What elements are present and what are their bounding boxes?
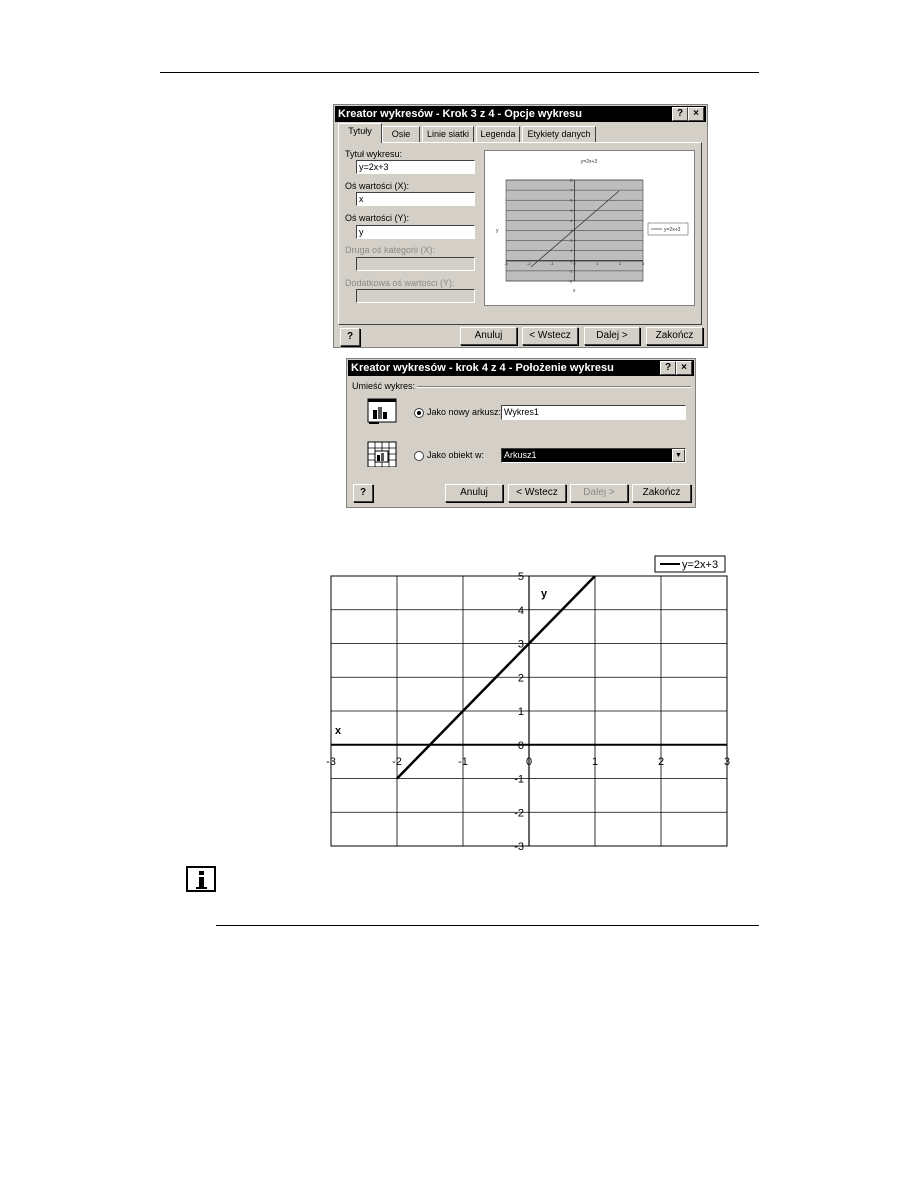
y-tick-label: 0 [517,739,524,752]
chart-title-input[interactable]: y=2x+3 [356,160,475,174]
y-tick-label: -2 [514,807,524,820]
next-button: Dalej > [570,484,628,502]
new-sheet-name-input[interactable]: Wykres1 [501,405,686,420]
preview-y-label: y [496,228,499,234]
bottom-rule [216,925,759,926]
preview-x-label: x [573,288,576,294]
help-title-button[interactable]: ? [672,107,688,121]
preview-x-tick: 1 [596,260,599,266]
preview-title: y=2x+3 [580,159,598,165]
new-sheet-radio[interactable] [414,408,424,418]
preview-y-tick: 6 [570,197,573,203]
y-tick-label: -3 [514,841,524,853]
y-tick-label: 2 [517,672,524,685]
preview-y-tick: 0 [570,258,573,264]
preview-x-tick: -1 [549,260,554,266]
x-tick-label: -3 [326,755,336,768]
object-in-label[interactable]: Jako obiekt w: [427,450,485,460]
tab-gridlines[interactable]: Linie siatki [422,126,474,142]
object-in-select[interactable] [501,448,686,463]
tab-data-labels[interactable]: Etykiety danych [522,126,596,142]
x-tick-label: 0 [525,755,533,768]
close-button[interactable]: × [676,361,692,375]
x-tick-label: -2 [392,755,402,768]
object-in-radio[interactable] [414,451,424,461]
legend-label: y=2x+3 [682,559,719,571]
preview-x-tick: 2 [619,260,622,266]
line-chart [310,552,740,857]
dialog-title: Kreator wykresów - krok 4 z 4 - Położenie wykresu [348,360,694,376]
preview-y-tick: 4 [570,217,573,223]
secondary-x-axis-input [356,257,475,271]
object-in-select-value: Arkusz1 [504,450,537,460]
cancel-button[interactable]: Anuluj [460,327,517,345]
chart-preview [484,150,695,306]
preview-y-tick: -1 [568,268,573,274]
embedded-object-icon [367,441,397,467]
help-title-button[interactable]: ? [660,361,676,375]
preview-y-tick: 8 [570,177,573,183]
x-tick-label: 3 [723,755,731,768]
next-button[interactable]: Dalej > [584,327,640,345]
place-chart-label: Umieść wykres: [352,381,416,391]
y-tick-label: 4 [517,604,524,617]
preview-x-tick: -2 [527,260,531,266]
preview-y-tick: 3 [570,228,573,233]
preview-y-tick: 5 [570,207,573,213]
back-button[interactable]: < Wstecz [522,327,578,345]
group-divider [417,386,691,388]
x-axis-label: Oś wartości (X): [345,181,410,191]
chart-tick-labels [326,571,730,853]
back-button[interactable]: < Wstecz [508,484,566,502]
x-tick-label: 1 [591,755,599,768]
help-button[interactable]: ? [340,328,360,346]
secondary-y-axis-input [356,289,475,303]
new-sheet-icon [367,398,397,424]
y-axis-title: y [541,588,548,600]
tab-titles[interactable]: Tytuły [338,123,382,143]
preview-x-tick: -3 [504,260,508,266]
secondary-x-axis-label: Druga oś kategorii (X): [345,245,436,255]
dialog-title: Kreator wykresów - Krok 3 z 4 - Opcje wykresu [335,106,706,122]
y-tick-label: 3 [517,638,524,651]
y-tick-label: 1 [517,706,524,718]
close-button[interactable]: × [688,107,704,121]
info-icon [186,866,216,892]
x-axis-input[interactable]: x [356,192,475,206]
x-axis-title: x [335,725,342,737]
top-rule [160,72,759,73]
y-axis-label: Oś wartości (Y): [345,213,410,223]
preview-legend-label: y=2x+3 [664,227,681,233]
new-sheet-label[interactable]: Jako nowy arkusz: [427,407,502,417]
preview-y-tick: 1 [570,248,573,254]
x-tick-label: 2 [657,755,665,768]
preview-x-tick: 0 [573,260,576,266]
chart-legend [655,556,725,572]
finish-button[interactable]: Zakończ [646,327,703,345]
chart-wizard-step4-dialog [346,358,696,508]
chevron-down-icon[interactable]: ▼ [672,449,685,462]
y-axis-input[interactable]: y [356,225,475,239]
chart-title-label: Tytuł wykresu: [345,149,403,159]
x-tick-label: -1 [458,755,468,768]
preview-x-tick: 3 [641,260,645,266]
tab-legend[interactable]: Legenda [476,126,520,142]
secondary-y-axis-label: Dodatkowa oś wartości (Y): [345,278,455,288]
chart-wizard-step3-dialog [333,104,708,348]
cancel-button[interactable]: Anuluj [445,484,503,502]
preview-y-tick: 7 [570,187,573,193]
preview-y-tick: -2 [568,278,573,284]
y-tick-label: 5 [517,571,524,583]
finish-button[interactable]: Zakończ [632,484,691,502]
chart-preview-svg [485,151,694,305]
y-tick-label: -1 [514,773,524,786]
preview-y-tick: 2 [570,238,573,244]
help-button[interactable]: ? [353,484,373,502]
tab-axes[interactable]: Osie [382,126,420,142]
